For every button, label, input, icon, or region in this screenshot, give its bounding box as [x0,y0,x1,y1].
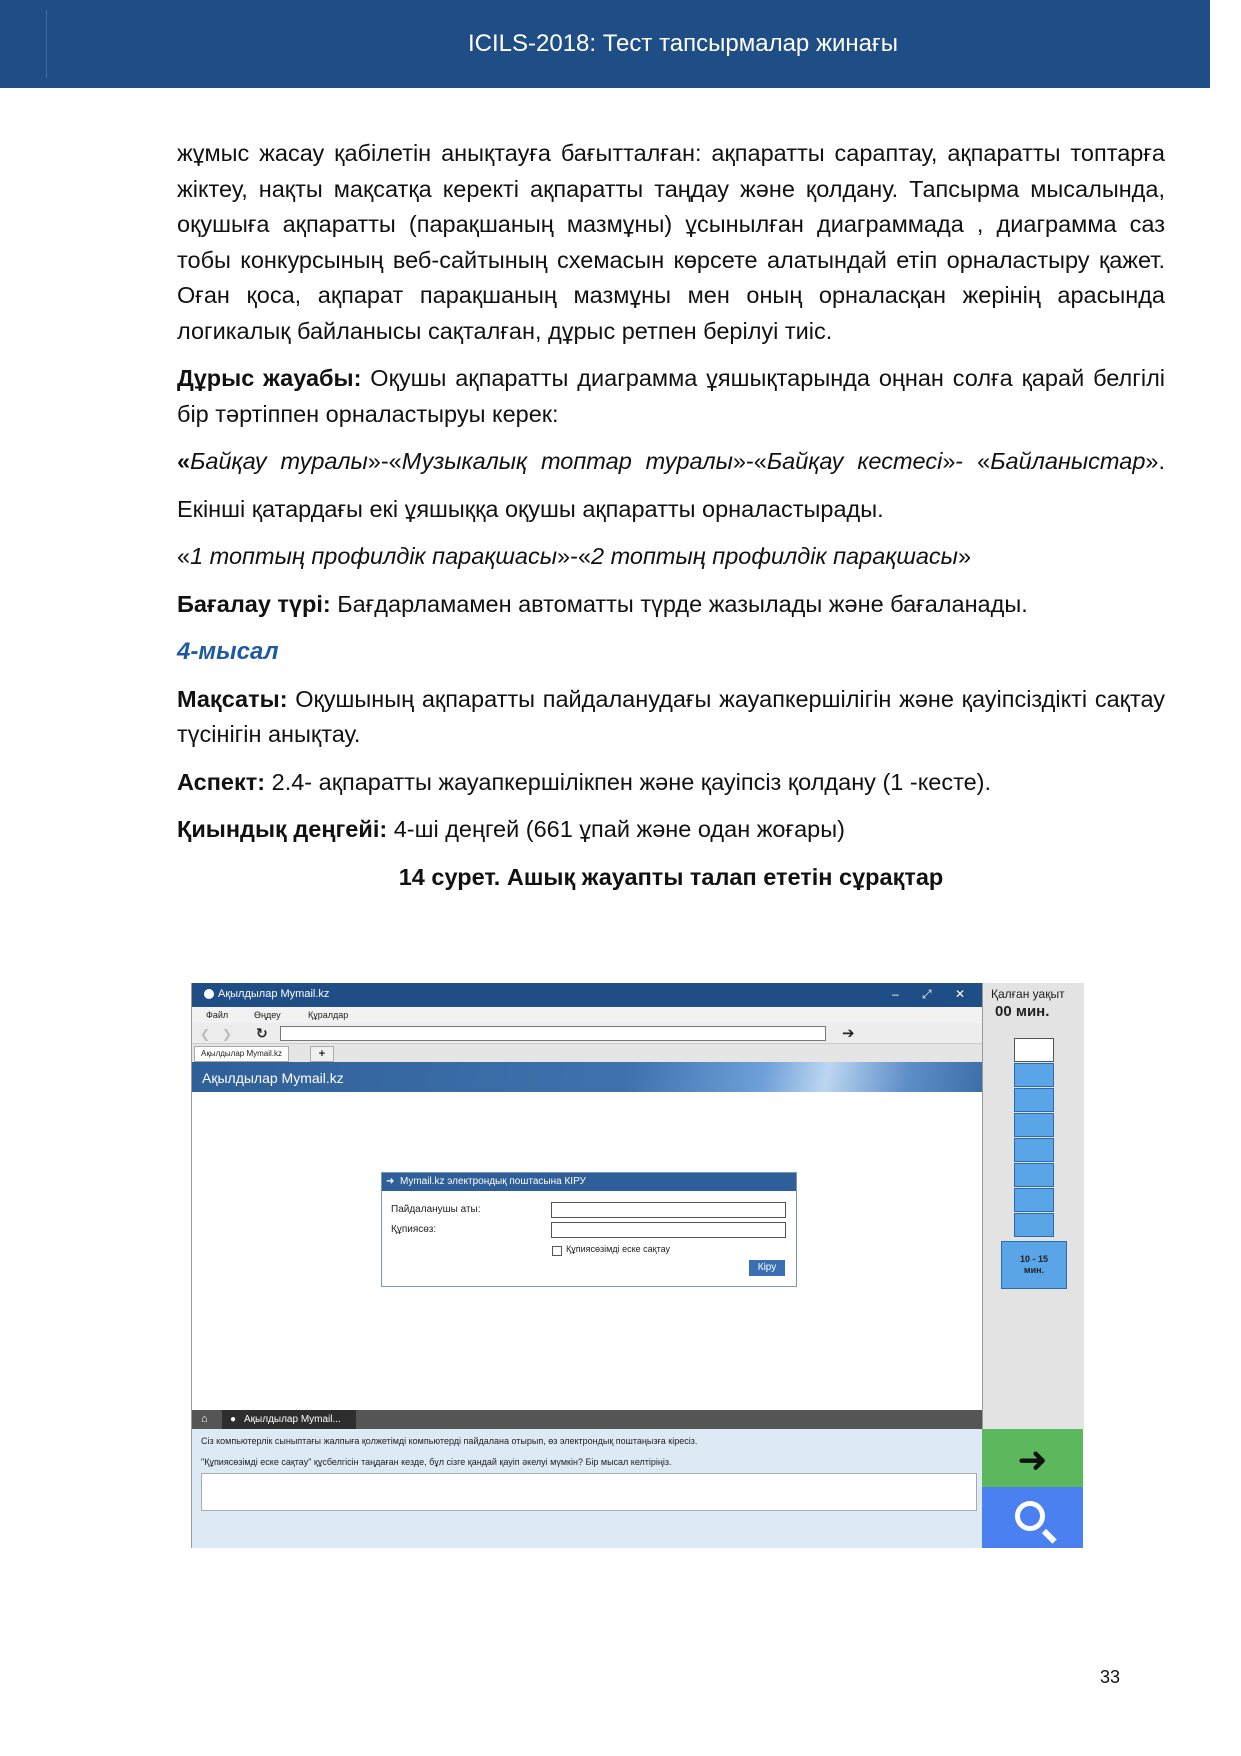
goal-text: Оқушының ақпаратты пайдаланудағы жауапкершілігін және қауіпсіздікті сақтау түсінігін анықтау. [177,685,1165,747]
order-sep-1: »-« [367,448,402,474]
timer-slot [1014,1188,1054,1212]
forward-icon[interactable]: ❯ [222,1027,233,1041]
browser-window [191,983,983,1429]
new-tab-button[interactable]: + [310,1046,334,1062]
header-title: ICILS-2018: Тест тапсырмалар жинағы [468,30,899,57]
evaluation-paragraph [177,587,1165,623]
login-dialog [381,1172,797,1287]
time-remaining-label: Қалған уақыт [991,987,1065,1001]
order-sep-2: »-« [732,448,767,474]
taskbar-tab-label: Ақылдылар Mymail... [244,1414,341,1425]
go-arrow-icon[interactable]: ➔ [842,1025,855,1042]
browser-tab[interactable]: Ақылдылар Mymail.kz [194,1046,289,1062]
figure-screenshot [191,983,1083,1548]
next-button[interactable] [982,1429,1083,1487]
remember-checkbox[interactable] [552,1246,562,1256]
correct-answer-text: Оқушы ақпаратты диаграмма ұяшықтарында оңнан солға қарай белгілі бір тәртіппен орналастыруы керек: [177,365,1165,427]
address-bar[interactable] [280,1026,826,1041]
profile-sep-1: »-« [557,543,592,569]
page-header [0,0,1210,88]
time-remaining-value: 00 мин. [995,1003,1050,1020]
username-label: Пайдаланушы аты: [391,1204,481,1215]
aspect-paragraph [177,765,1165,801]
intro-paragraph: жұмыс жасау қабілетін анықтауға бағытталған: ақпаратты сараптау, ақпаратты топтарға жіктеу, нақты мақсатқа керекті ақпаратты таңдау және қолдану. Тапсырма мысалында, оқушыға ақпаратты (парақшаның мазмұны) ұсынылған диаграммада , диаграмма саз тобы конкурсының веб-сайтының схемасын көрсете алатындай етіп орналастыру қажет. Оған қоса, ақпарат парақшаның мазмұны мен оның орналасқан жерінің арасында логикалық байланысы сақталған, дұрыс ретпен берілуі тиіс. [177,140,1165,344]
task-panel [191,1429,983,1548]
example-heading: 4-мысал [177,638,279,665]
login-button[interactable]: Кіру [749,1260,785,1276]
evaluation-label: Бағалау түрі: [177,590,331,617]
arrow-right-icon: ➜ [1017,1439,1048,1480]
site-banner [192,1062,983,1092]
home-icon[interactable]: ⌂ [201,1413,208,1425]
globe-icon [204,989,214,999]
order-quote: « [177,448,191,474]
menu-file[interactable]: Файл [206,1010,229,1020]
profile-item-1: 1 топтың профилдік парақшасы [190,543,558,569]
page-number: 33 [1100,1667,1121,1687]
timer-slot [1014,1113,1054,1137]
login-dialog-header [382,1173,796,1191]
timer-slot [1014,1213,1054,1237]
menu-edit[interactable]: Өңдеу [254,1010,281,1020]
task-question-text: "Құпиясөзімді еске сақтау" құсбелгісін таңдаған кезде, бұл сізге қандай қауіп әкелуі мүмкін? Бір мысал келтіріңіз. [201,1457,672,1467]
difficulty-text: 4-ші деңгей (661 ұпай және одан жоғары) [387,816,845,842]
profile-quote: « [177,543,191,569]
search-button[interactable] [982,1487,1083,1548]
browser-title: Ақылдылар Mymail.kz [218,988,330,1000]
timer-panel [982,983,1084,1429]
profile-sep-2: » [957,543,972,569]
menu-tools[interactable]: Құралдар [308,1010,349,1020]
timer-slot [1014,1038,1054,1062]
second-row-paragraph: Екінші қатардағы екі ұяшыққа оқушы ақпаратты орналастырады. [177,495,884,522]
browser-nav-bar [192,1023,983,1044]
browser-menu-bar [192,1007,983,1023]
reload-icon[interactable]: ↻ [256,1025,268,1041]
correct-answer-paragraph [177,361,1165,432]
login-icon: ➜ [386,1176,395,1187]
correct-answer-label: Дұрыс жауабы: [177,365,362,391]
task-context-text: Сіз компьютерлік сыныптағы жалпыға қолжетімді компьютерді пайдалана отырып, өз электрондық поштаңызға кіресіз. [201,1436,698,1446]
timer-slot [1014,1138,1054,1162]
window-controls[interactable]: – ⤢ ✕ [892,987,975,1001]
timer-range-value: 10 - 15 [1019,1254,1049,1264]
globe-icon: ● [230,1414,237,1425]
order-line [177,444,1165,480]
order-item-3: Байқау кестесі [766,448,943,474]
order-sep-4: ». [1145,448,1165,474]
login-dialog-title: Mymail.kz электрондық поштасына КІРУ [400,1176,586,1187]
magnifier-icon [1015,1501,1045,1531]
timer-slot [1014,1163,1054,1187]
browser-tab-strip [192,1044,983,1062]
goal-label: Мақсаты: [177,685,288,712]
taskbar [192,1410,983,1429]
evaluation-text: Бағдарламамен автоматты түрде жазылады және бағаланады. [330,590,1028,617]
order-item-2: Музыкалық топтар туралы [401,448,733,474]
goal-paragraph [177,682,1165,753]
difficulty-paragraph [177,812,1165,848]
profile-line [177,539,1165,575]
difficulty-label: Қиындық деңгейі: [177,816,388,842]
order-item-1: Байқау туралы [190,448,368,474]
aspect-label: Аспект: [177,768,266,795]
username-input[interactable] [551,1202,786,1218]
taskbar-tab[interactable] [222,1410,356,1431]
timer-slot [1014,1088,1054,1112]
main-content [177,136,1165,907]
aspect-text: 2.4- ақпаратты жауапкершілікпен және қауіпсіз қолдану (1 -кесте). [265,768,991,795]
password-input[interactable] [551,1222,786,1238]
figure-caption: 14 сурет. Ашық жауапты талап ететін сұрақтар [398,863,944,890]
site-banner-title: Ақылдылар Mymail.kz [202,1070,344,1086]
timer-range-box [1001,1241,1067,1289]
header-divider [46,10,47,78]
answer-textarea[interactable] [201,1473,977,1511]
password-label: Құпиясөз: [391,1224,437,1235]
back-icon[interactable]: ❮ [200,1027,211,1041]
magnifier-handle [1042,1529,1057,1544]
order-item-4: Байланыстар [990,448,1146,474]
profile-item-2: 2 топтың профилдік парақшасы [591,543,958,569]
order-sep-3: »- « [942,448,991,474]
timer-slot [1014,1063,1054,1087]
timer-range-unit: мин. [1023,1265,1045,1275]
remember-label: Құпиясөзімді еске сақтау [566,1244,671,1254]
browser-title-bar [192,983,983,1007]
